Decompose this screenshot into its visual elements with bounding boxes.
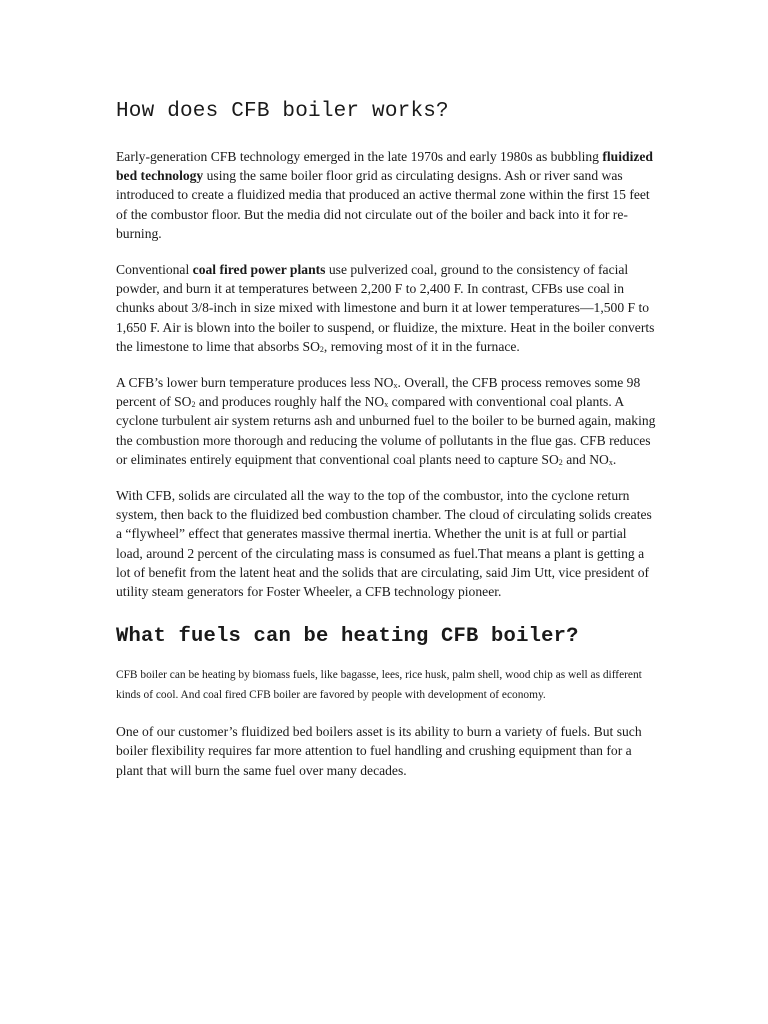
subscript: 2 [558, 457, 563, 467]
text-run: and NO [562, 451, 609, 467]
subscript: 2 [319, 344, 324, 354]
text-run: . [612, 451, 617, 467]
document-body [116, 100, 656, 797]
heading-how-cfb-works: How does CFB boiler works? [116, 100, 449, 123]
text-run: use pulverized coal, ground to the consistency of facial powder, and burn it at temperatures between 2,200 F to 2,400 F. In contrast, CFBs use coal in chunks about 3/8-inch in size mixed with limestone and burn it at lower temperatures—1,500 F to 1,650 F. Air is blown into the boiler to suspend, or fluidize, the mixture. Heat in the boiler converts the limestone to lime that absorbs SO [116, 262, 655, 354]
text-run: using the same boiler floor grid as circulating designs. Ash or river sand was introduced to create a fluidized media that produced an active thermal zone within the first 15 feet of the combustor floor. But the media did not circulate out of the boiler and back into it for re-burning. [116, 168, 650, 241]
text-run: Early-generation CFB technology emerged in the late 1970s and early 1980s as bubbling [116, 149, 603, 164]
paragraph-early-generation [116, 147, 656, 243]
paragraph-conventional [116, 260, 656, 356]
subscript: x [384, 400, 389, 410]
text-run: A CFB’s lower burn temperature produces less NO [116, 375, 394, 391]
text-run: compared with conventional coal plants. A cyclone turbulent air system returns ash and unburned fuel to the boiler to be burned again, making the combustion more thorough and reducing the volume of pollutants in the flue gas. CFB reduces or eliminates entirely equipment that conventional coal plants need to capture SO [116, 394, 656, 467]
paragraph-solids-circulated: With CFB, solids are circulated all the way to the top of the combustor, into the cyclone return system, then back to the fluidized bed combustion chamber. The cloud of circulating solids creates a “flywheel” effect that generates massive thermal inertia. Whether the unit is at full or partial load, around 2 percent of the circulating mass is consumed as fuel.That means a plant is getting a lot of benefit from the latent heat and the solids that are circulating, said Jim Utt, vice president of utility steam generators for Foster Wheeler, a CFB technology pioneer. [116, 488, 652, 600]
subscript: x [608, 457, 613, 467]
text-run: and produces roughly half the NO [195, 394, 385, 410]
text-run: , removing most of it in the furnace. [323, 338, 520, 354]
text-run: . Overall, the CFB process removes some 98 percent of SO [116, 375, 641, 410]
subscript: x [393, 381, 398, 391]
bold-term-fluidized-bed: fluidized bed technology [116, 149, 653, 184]
text-run: Conventional [116, 262, 193, 278]
paragraph-burn-temperature [116, 373, 656, 469]
subscript: 2 [191, 400, 196, 410]
paragraph-biomass-fuels: CFB boiler can be heating by biomass fuels, like bagasse, lees, rice husk, palm shell, wood chip as well as different kinds of cool. And coal fired CFB boiler are favored by people with development of economy. [116, 669, 642, 701]
bold-term-coal-fired: coal fired power plants [192, 262, 326, 278]
paragraph-customer-boilers: One of our customer’s fluidized bed boilers asset is its ability to burn a variety of fuels. But such boiler flexibility requires far more attention to fuel handling and crushing equipment than for a plant that will burn the same fuel over many decades. [116, 724, 642, 778]
heading-what-fuels: What fuels can be heating CFB boiler? [116, 625, 579, 649]
